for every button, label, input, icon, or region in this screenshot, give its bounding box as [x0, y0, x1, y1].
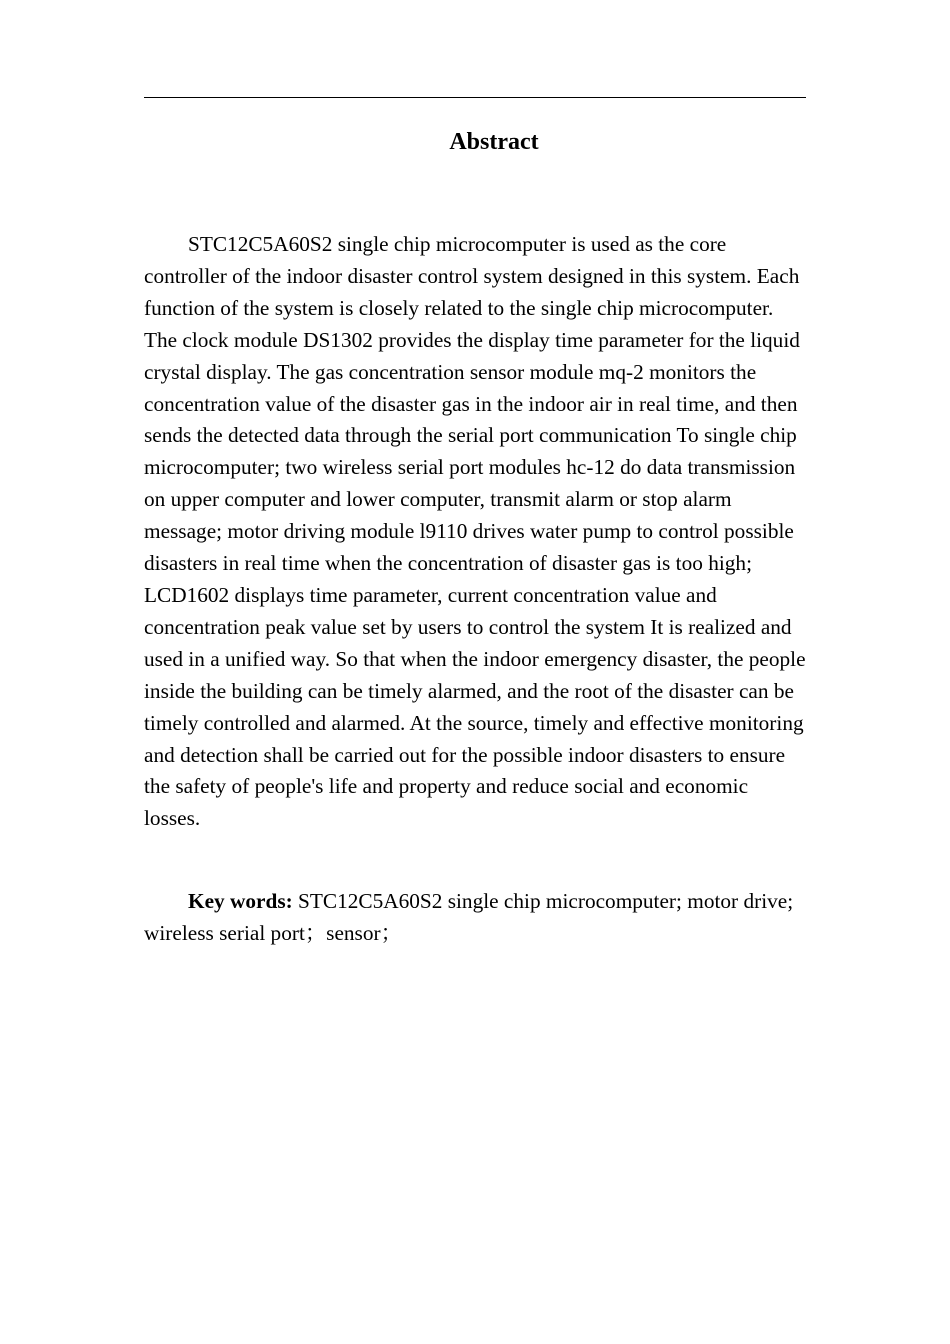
page-title: Abstract [449, 129, 539, 155]
keywords-text: STC12C5A60S2 single chip microcomputer; motor drive; wireless serial port；sensor； [144, 889, 794, 945]
keywords-label: Key words: [188, 889, 293, 913]
header-rule [144, 97, 806, 98]
keywords-paragraph [144, 886, 806, 950]
abstract-paragraph: STC12C5A60S2 single chip microcomputer is used as the core controller of the indoor disaster control system designed in this system. Each function of the system is closely related to the single chip microcomputer. The clock module DS1302 provides the display time parameter for the liquid crystal display. The gas concentration sensor module mq-2 monitors the concentration value of the disaster gas in the indoor air in real time, and then sends the detected data through the serial port communication To single chip microcomputer; two wireless serial port modules hc-12 do data transmission on upper computer and lower computer, transmit alarm or stop alarm message; motor driving module l9110 drives water pump to control possible disasters in real time when the concentration of disaster gas is too high; LCD1602 displays time parameter, current concentration value and concentration peak value set by users to control the system It is realized and used in a unified way. So that when the indoor emergency disaster, the people inside the building can be timely alarmed, and the root of the disaster can be timely controlled and alarmed. At the source, timely and effective monitoring and detection shall be carried out for the possible indoor disasters to ensure the safety of people's life and property and reduce social and economic losses. [144, 232, 806, 831]
